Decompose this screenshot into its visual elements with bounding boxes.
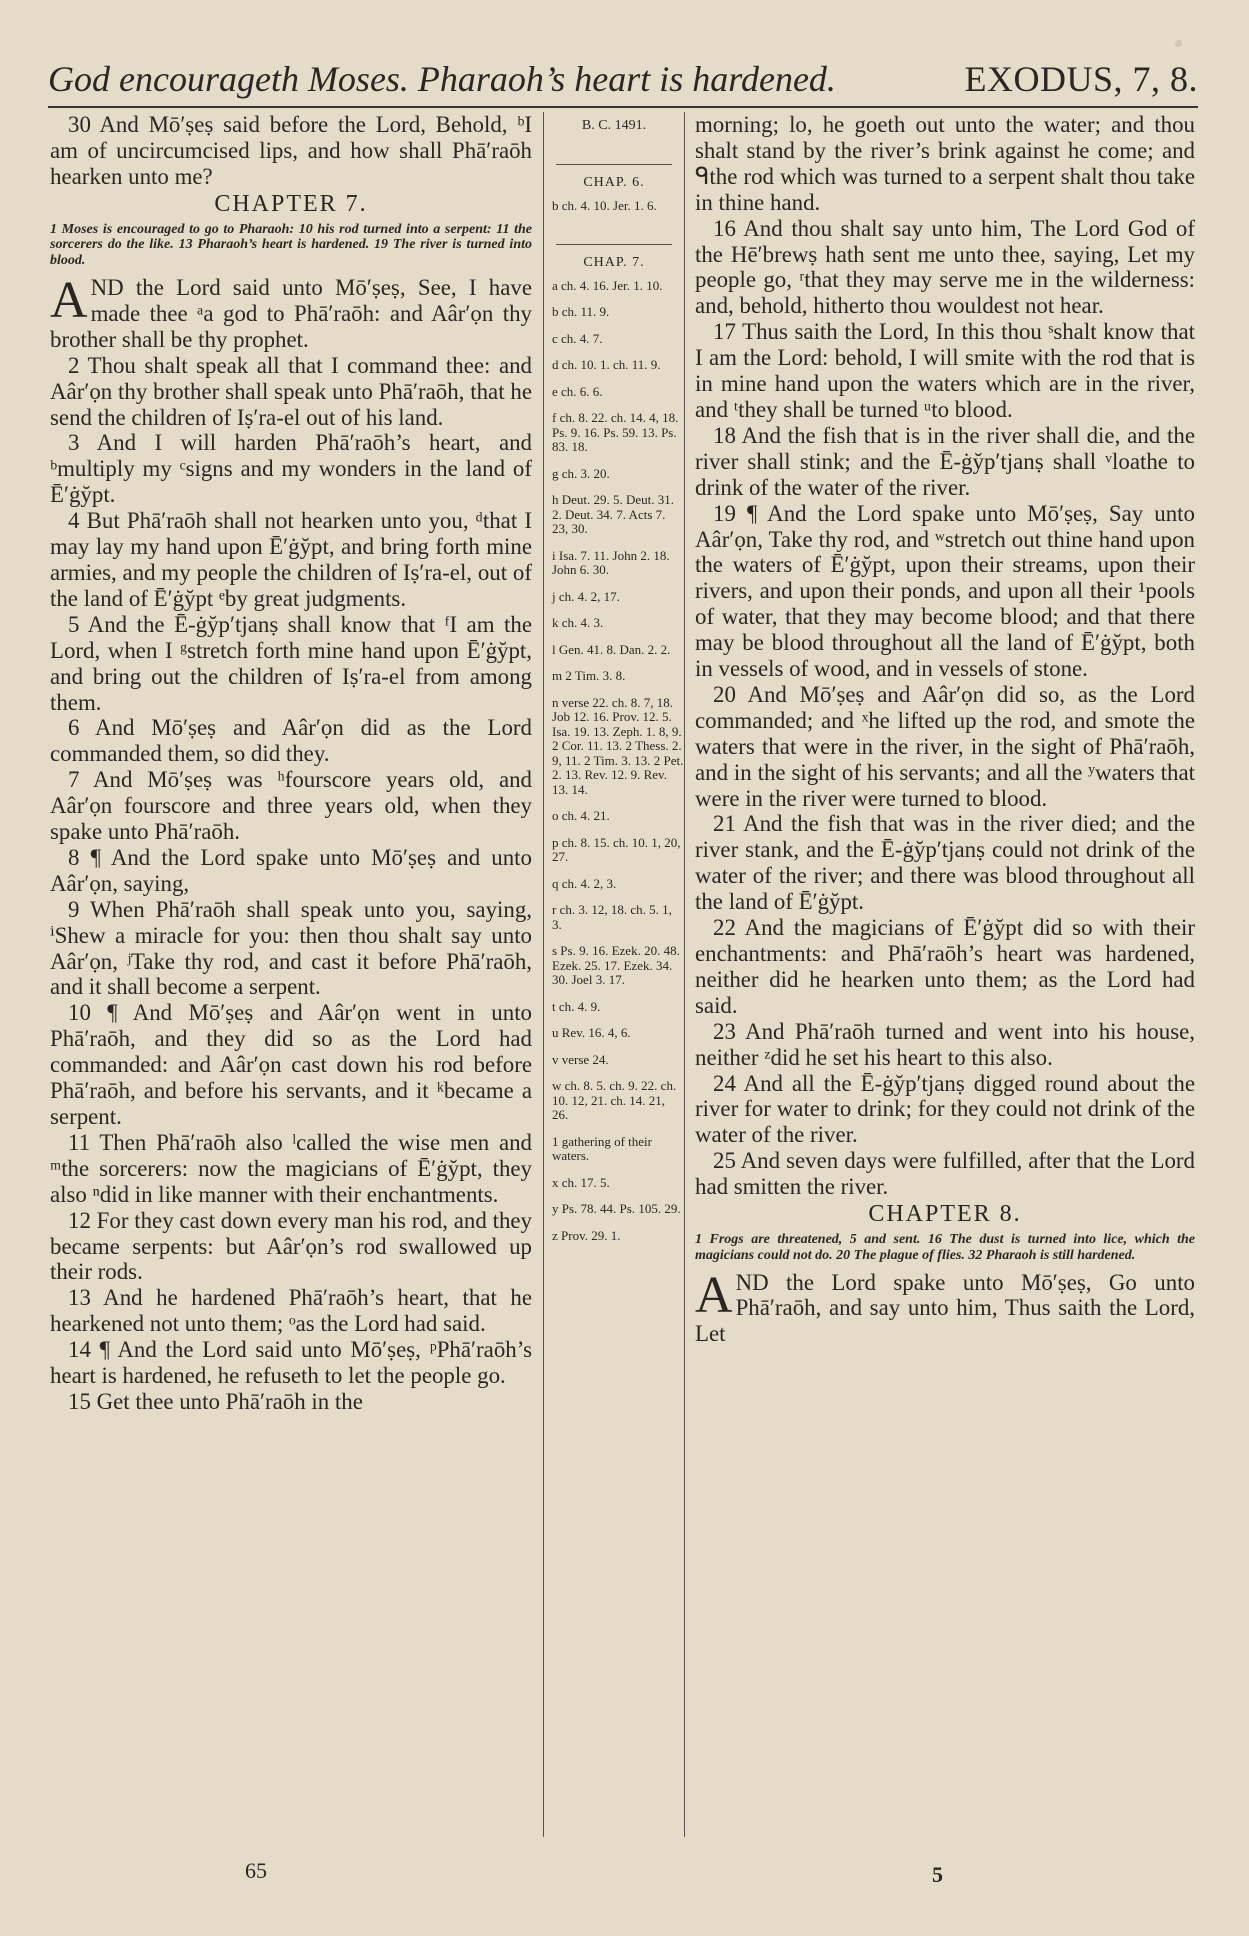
verse-7-11: 11 Then Phā′raōh also ˡcalled the wise men and ᵐthe sorcerers: now the magicians of Ē′ġy̆pt, they also ⁿdid in like manner with their enchantments.	[50, 1129, 532, 1207]
cross-reference-list	[544, 279, 684, 1244]
cross-reference: b ch. 4. 10. Jer. 1. 6.	[552, 198, 657, 213]
cross-reference: y Ps. 78. 44. Ps. 105. 29.	[552, 1201, 681, 1216]
right-column	[695, 112, 1195, 1347]
cross-reference: n verse 22. ch. 8. 7, 18. Job 12. 16. Prov. 12. 5. Isa. 19. 13. Zeph. 1. 8, 9. 2 Cor. 11. 13. 2 Thess. 2. 9, 11. 2 Tim. 3. 13. 2 Pet. 2. 13. Rev. 12. 9. Rev. 13. 14.	[552, 694, 684, 797]
cross-reference: a ch. 4. 16. Jer. 1. 10.	[552, 277, 663, 293]
cross-reference: b ch. 11. 9.	[552, 304, 610, 319]
verse-7-13: 13 And he hardened Phā′raōh’s heart, that he hearkened not unto them; ᵒas the Lord had said.	[50, 1285, 532, 1337]
running-header	[48, 56, 1198, 108]
cross-reference: s Ps. 9. 16. Ezek. 20. 48. Ezek. 25. 17. Ezek. 34. 30. Joel 3. 17.	[552, 943, 680, 987]
cross-reference: w ch. 8. 5. ch. 9. 22. ch. 10. 12, 21. ch. 14. 21, 26.	[552, 1078, 677, 1122]
drop-cap: A	[695, 1266, 733, 1324]
header-right: EXODUS, 7, 8.	[964, 59, 1198, 99]
verse-7-1: AND the Lord said unto Mō′ṣeṣ, See, I have made thee ᵃa god to Phā′raōh: and Aâr′ọn thy brother shall be thy prophet.	[50, 272, 532, 352]
paper-speck	[1175, 40, 1182, 47]
cross-reference: v verse 24.	[552, 1051, 609, 1067]
cross-reference: h Deut. 29. 5. Deut. 31. 2. Deut. 34. 7. Acts 7. 23, 30.	[552, 492, 675, 536]
year-marker: B. C. 1491.	[581, 118, 647, 133]
verse-7-22: 22 And the magicians of Ē′ġy̆pt did so with their enchantments: and Phā′raōh’s heart was hardened, neither did he hearken unto them; as the Lord had said.	[695, 915, 1195, 1018]
cross-reference: p ch. 8. 15. ch. 10. 1, 20, 27.	[552, 834, 681, 864]
verse-7-12: 12 For they cast down every man his rod, and they became serpents: but Aâr′ọn’s rod swallowed up their rods.	[50, 1207, 532, 1285]
cross-reference: e ch. 6. 6.	[552, 383, 603, 399]
verse-7-17: 17 Thus saith the Lord, In this thou ˢshalt know that I am the Lord: behold, I will smite with the rod that is in mine hand upon the waters which are in the river, and ᵗthey shall be turned ᵘto blood.	[695, 319, 1195, 422]
reference-column	[543, 112, 685, 1837]
chapter-7-summary: 1 Moses is encouraged to go to Pharaoh: 10 his rod turned into a serpent: 11 the sorcerers do the like. 13 Pharaoh’s heart is hardened. 19 The river is turned into blood.	[50, 221, 532, 269]
cross-reference: r ch. 3. 12, 18. ch. 5. 1, 3.	[552, 902, 672, 932]
verse-7-23: 23 And Phā′raōh turned and went into his house, neither ᶻdid he set his heart to this also.	[695, 1018, 1195, 1070]
left-column	[50, 112, 532, 1415]
chap-7-refs-head: CHAP. 7.	[583, 254, 645, 270]
verse-7-20: 20 And Mō′ṣeṣ and Aâr′ọn did so, as the Lord commanded; and ˣhe lifted up the rod, and smote the waters that were in the river, in the sight of Phā′raōh, and in the sight of his servants; and all the ʸwaters that were in the river were turned to blood.	[695, 681, 1195, 811]
cross-reference: l Gen. 41. 8. Dan. 2. 2.	[552, 641, 671, 657]
signature-mark: 5	[932, 1862, 943, 1887]
cross-reference: c ch. 4. 7.	[552, 330, 603, 346]
header-left: God encourageth Moses. Pharaoh’s heart is hardened.	[48, 59, 836, 99]
verse-7-9: 9 When Phā′raōh shall speak unto you, saying, ⁱShew a miracle for you: then thou shalt say unto Aâr′ọn, ʲTake thy rod, and cast it before Phā′raōh, and it shall become a serpent.	[50, 896, 532, 1000]
cross-reference: m 2 Tim. 3. 8.	[552, 668, 626, 683]
cross-reference: u Rev. 16. 4, 6.	[552, 1025, 631, 1040]
cross-reference: o ch. 4. 21.	[552, 808, 610, 823]
cross-reference: q ch. 4. 2, 3.	[552, 875, 617, 891]
verse-7-7: 7 And Mō′ṣeṣ was ʰfourscore years old, and Aâr′ọn fourscore and three years old, when they spake unto Phā′raōh.	[50, 767, 532, 845]
verse-7-24: 24 And all the Ē-ġy̆p′tjanṣ digged round about the river for water to drink; for they could not drink of the water of the river.	[695, 1070, 1195, 1148]
verse-7-25: 25 And seven days were fulfilled, after that the Lord had smitten the river.	[695, 1148, 1195, 1200]
verse-7-15-cont: morning; lo, he goeth out unto the water; and thou shalt stand by the river’s brink against he come; and ᑫthe rod which was turned to a serpent shalt thou take in thine hand.	[695, 112, 1195, 215]
cross-reference: x ch. 17. 5.	[552, 1174, 610, 1190]
verse-7-10: 10 ¶ And Mō′ṣeṣ and Aâr′ọn went in unto Phā′raōh, and they did so as the Lord had commanded: and Aâr′ọn cast down his rod before Phā′raōh, and before his servants, and it ᵏbecame a serpent.	[50, 1000, 532, 1130]
cross-reference: 1 gathering of their waters.	[552, 1133, 652, 1163]
column-divider	[556, 164, 672, 165]
verse-7-3: 3 And I will harden Phā′raōh’s heart, and ᵇmultiply my ᶜsigns and my wonders in the land of Ē′ġy̆pt.	[50, 430, 532, 508]
verse-7-18: 18 And the fish that is in the river shall die, and the river shall stink; and the Ē-ġy̆p′tjanṣ shall ᵛloathe to drink of the water of the river.	[695, 422, 1195, 500]
verse-7-19: 19 ¶ And the Lord spake unto Mō′ṣeṣ, Say unto Aâr′ọn, Take thy rod, and ʷstretch out thine hand upon the waters of Ē′ġy̆pt, upon their streams, upon their rivers, and upon their ponds, and upon all their ¹pools of water, that they may become blood; and that there may be blood throughout all the land of Ē′ġy̆pt, both in vessels of wood, and in vessels of stone.	[695, 500, 1195, 682]
chapter-8-summary: 1 Frogs are threatened, 5 and sent. 16 The dust is turned into lice, which the magicians could not do. 20 The plague of flies. 32 Pharaoh is still hardened.	[695, 1231, 1195, 1263]
cross-reference: t ch. 4. 9.	[552, 998, 601, 1014]
verse-7-21: 21 And the fish that was in the river died; and the river stank, and the Ē-ġy̆p′tjanṣ could not drink of the water of the river; and there was blood throughout all the land of Ē′ġy̆pt.	[695, 811, 1195, 915]
cross-reference: g ch. 3. 20.	[552, 465, 610, 481]
verse-7-5: 5 And the Ē-ġy̆p′tjanṣ shall know that ᶠI am the Lord, when I ᵍstretch forth mine hand upon Ē′ġy̆pt, and bring out the children of Iṣ′ra-el from among them.	[50, 611, 532, 715]
chapter-7-title: CHAPTER 7.	[214, 190, 368, 217]
chapter-8-title: CHAPTER 8.	[868, 1201, 1022, 1228]
cross-reference: i Isa. 7. 11. John 2. 18. John 6. 30.	[552, 547, 670, 577]
page-number: 65	[245, 1858, 267, 1883]
verse-7-14: 14 ¶ And the Lord said unto Mō′ṣeṣ, ᵖPhā′raōh’s heart is hardened, he refuseth to let the people go.	[50, 1337, 532, 1389]
column-divider	[556, 244, 672, 245]
verse-7-4: 4 But Phā′raōh shall not hearken unto you, ᵈthat I may lay my hand upon Ē′ġy̆pt, and bring forth mine armies, and my people the children of Iṣ′ra-el, out of the land of Ē′ġy̆pt ᵉby great judgments.	[50, 508, 532, 611]
chap-6-refs-head: CHAP. 6.	[583, 175, 645, 190]
cross-reference: j ch. 4. 2, 17.	[552, 588, 620, 604]
cross-reference: d ch. 10. 1. ch. 11. 9.	[552, 357, 661, 372]
cross-reference: z Prov. 29. 1.	[552, 1227, 621, 1243]
drop-cap: A	[50, 272, 88, 330]
verse-8-1: AND the Lord spake unto Mō′ṣeṣ, Go unto Phā′raōh, and say unto him, Thus saith the Lord, Let	[695, 1266, 1195, 1347]
cross-reference: f ch. 8. 22. ch. 14. 4, 18. Ps. 9. 16. Ps. 59. 13. Ps. 83. 18.	[552, 410, 679, 454]
verse-7-6: 6 And Mō′ṣeṣ and Aâr′ọn did as the Lord commanded them, so did they.	[50, 715, 532, 767]
verse-7-16: 16 And thou shalt say unto him, The Lord God of the Hē′brewṣ hath sent me unto thee, saying, Let my people go, ʳthat they may serve me in the wilderness: and, behold, hitherto thou wouldest not hear.	[695, 215, 1195, 319]
cross-reference: k ch. 4. 3.	[552, 615, 604, 630]
verse-7-8: 8 ¶ And the Lord spake unto Mō′ṣeṣ and unto Aâr′ọn, saying,	[50, 844, 532, 896]
verse-7-2: 2 Thou shalt speak all that I command thee: and Aâr′ọn thy brother shall speak unto Phā′raōh, that he send the children of Iṣ′ra-el out of his land.	[50, 352, 532, 430]
verse-7-15: 15 Get thee unto Phā′raōh in the	[68, 1388, 363, 1414]
verse-6-30: 30 And Mō′ṣeṣ said before the Lord, Behold, ᵇI am of uncircumcised lips, and how shall Phā′raōh hearken unto me?	[50, 112, 532, 189]
